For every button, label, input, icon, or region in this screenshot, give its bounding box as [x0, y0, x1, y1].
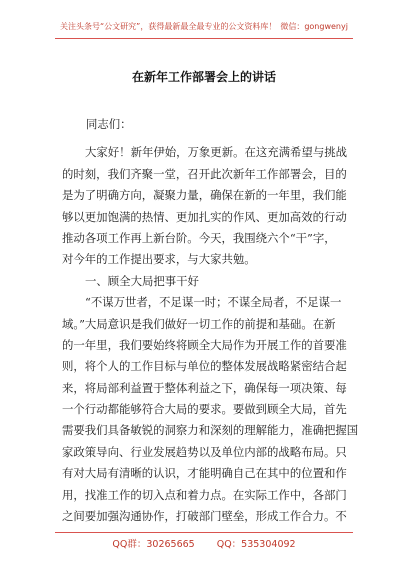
qq-number: QQ：535304092: [216, 539, 296, 550]
wechat-label: 微信：gongwenyj: [280, 22, 348, 31]
paragraph-2: [62, 292, 358, 527]
paragraph-line: 推动各项工作再上新台阶。今天，我围绕六个“干”字，: [62, 230, 336, 245]
document-body: [62, 114, 358, 527]
paragraph-line: 的一年里，我们要始终将顾全大局作为开展工作的首要准: [62, 337, 347, 352]
header-divider: [55, 38, 353, 39]
section-heading: 一、顾全大局把事干好: [85, 273, 199, 288]
paragraph-line: 大家好！新年伊始，万象更新。在这充满希望与挑战: [85, 145, 347, 160]
paragraph-line: 的时刻，我们齐聚一堂，召开此次新年工作部署会，目的: [62, 166, 347, 181]
qq-group-number: QQ群：30265665: [112, 539, 195, 550]
paragraph-line: 够以更加饱满的热情、更加扎实的作风、更加高效的行动: [62, 209, 347, 224]
paragraph-line: 之间要加强沟通协作，打破部门壁垒，形成工作合力。不: [62, 509, 347, 524]
paragraph-line: 用，找准工作的切入点和着力点。在实际工作中，各部门: [62, 487, 347, 502]
paragraph-line: 来，将局部利益置于整体利益之下，确保每一项决策、每: [62, 380, 347, 395]
footer-contact: [0, 536, 408, 550]
paragraph-line: 需要我们具备敏锐的洞察力和深刻的理解能力，准确把握国: [62, 423, 358, 438]
paragraph-line: 家政策导向、行业发展趋势以及单位内部的战略布局。只: [62, 444, 347, 459]
promo-text: 关注头条号“公文研究”，获得最新最全最专业的公文资料库！: [60, 22, 277, 31]
footer-divider: [55, 532, 353, 533]
paragraph-1: [62, 142, 358, 270]
paragraph-line: 对今年的工作提出要求，与大家共勉。: [62, 252, 256, 267]
header-promo: [0, 21, 408, 32]
paragraph-line: 一个行动都能够符合大局的要求。要做到顾全大局，首先: [62, 402, 347, 417]
salutation: 同志们：: [86, 117, 132, 131]
document-title: 在新年工作部署会上的讲话: [131, 70, 276, 84]
paragraph-line: “不谋万世者，不足谋一时；不谋全局者，不足谋一: [85, 295, 342, 310]
paragraph-line: 有对大局有清晰的认识，才能明确自己在其中的位置和作: [62, 466, 347, 481]
paragraph-line: 域。”大局意识是我们做好一切工作的前提和基础。在新: [62, 316, 336, 331]
paragraph-line: 是为了明确方向，凝聚力量，确保在新的一年里，我们能: [62, 188, 347, 203]
paragraph-line: 则，将个人的工作目标与单位的整体发展战略紧密结合起: [62, 359, 347, 374]
